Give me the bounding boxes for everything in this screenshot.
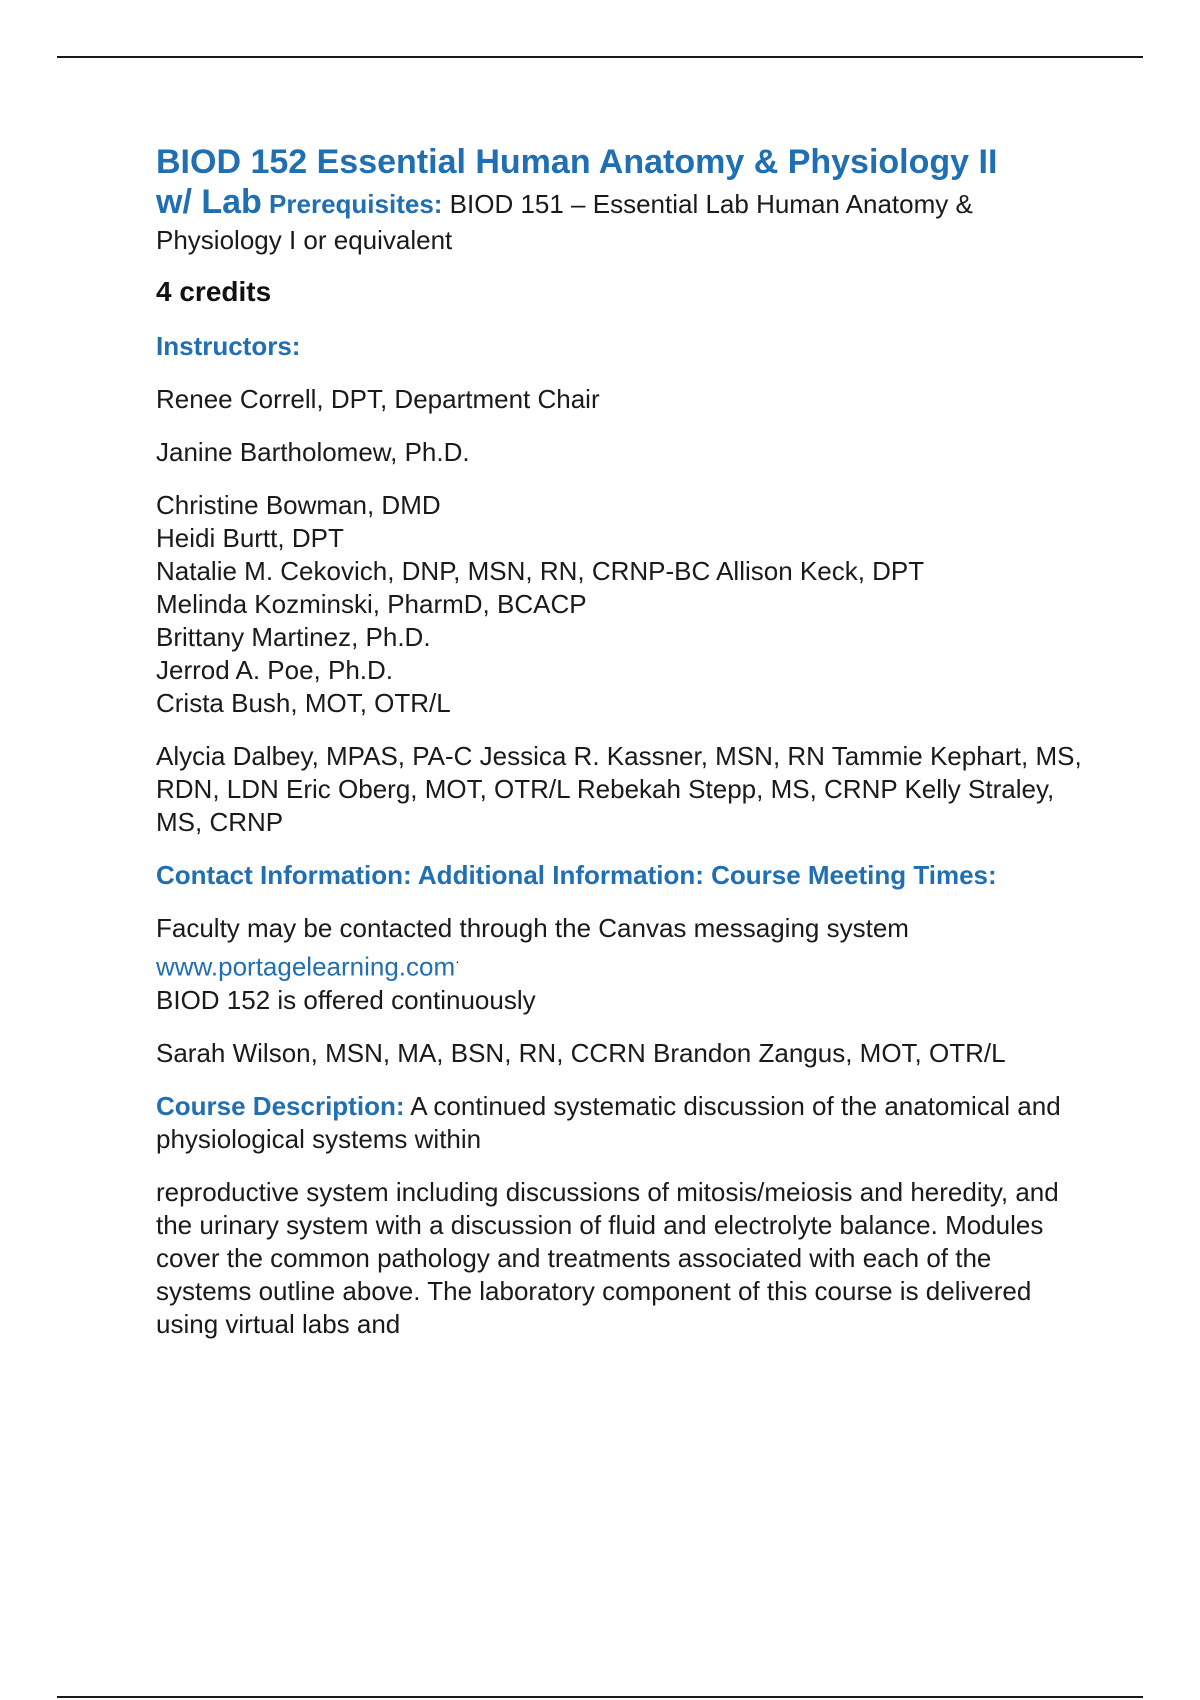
document-body [156,140,1086,1341]
instructor-paragraph: Alycia Dalbey, MPAS, PA-C Jessica R. Kassner, MSN, RN Tammie Kephart, MS, RDN, LDN Eric Oberg, MOT, OTR/L Rebekah Stepp, MS, CRNP Kelly Straley, MS, CRNP [156,741,1082,837]
prerequisites-text: BIOD 151 – Essential Lab Human Anatomy & Physiology I or equivalent [156,189,973,255]
instructor-renee-correll: Renee Correll, DPT, Department Chair [156,384,600,414]
bottom-divider [57,1696,1143,1698]
instructor-paragraph-2: Sarah Wilson, MSN, MA, BSN, RN, CCRN Brandon Zangus, MOT, OTR/L [156,1037,1006,1068]
top-divider [57,56,1143,58]
website-mark: · [455,953,460,969]
course-description [156,1090,1086,1156]
instructor-janine-bartholomew: Janine Bartholomew, Ph.D. [156,437,470,467]
description-continued: reproductive system including discussions of mitosis/meiosis and heredity, and the urinary system with a discussion of fluid and electrolyte balance. Modules cover the common pathology and treatments associated with each of the systems outline above. The laboratory component of this course is delivered using virtual labs and [156,1176,1059,1339]
course-title-continued: w/ Lab [156,183,262,221]
website-link[interactable]: www.portagelearning.com [156,951,456,982]
contact-line: Faculty may be contacted through the Canvas messaging system [156,913,909,943]
instructors-heading: Instructors: [156,331,301,361]
instructor-line: Christine Bowman, DMD [156,490,441,520]
instructor-line: Melinda Kozminski, PharmD, BCACP [156,589,587,619]
course-description-text: A continued systematic discussion of the anatomical and physiological systems within [156,1090,1061,1154]
course-title: BIOD 152 Essential Human Anatomy & Physiology II [156,143,998,181]
contact-block [156,912,1086,1017]
credits: 4 credits [156,276,272,307]
offered-line: BIOD 152 is offered continuously [156,984,536,1015]
instructor-line: Jerrod A. Poe, Ph.D. [156,655,394,685]
course-description-label: Course Description: [156,1090,405,1121]
contact-heading: Contact Information: Additional Information: Course Meeting Times: [156,860,997,890]
instructor-line: Natalie M. Cekovich, DNP, MSN, RN, CRNP-BC Allison Keck, DPT [156,556,925,586]
prerequisites-label: Prerequisites: [269,189,443,219]
instructor-line: Crista Bush, MOT, OTR/L [156,688,451,718]
title-and-prerequisites [156,184,1086,258]
instructor-line: Brittany Martinez, Ph.D. [156,622,431,652]
instructor-line: Heidi Burtt, DPT [156,523,344,553]
instructor-group [156,489,1086,720]
website-line [156,945,1086,984]
